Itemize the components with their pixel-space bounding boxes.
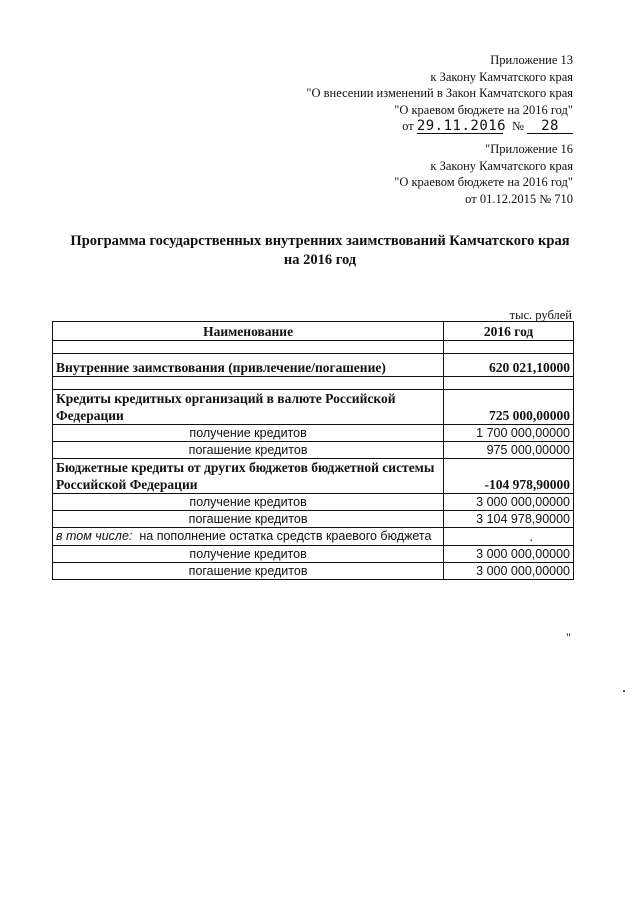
table-row: [53, 528, 574, 546]
closing-quote: ": [566, 630, 571, 644]
law-reference-2: к Закону Камчатского края: [430, 158, 573, 173]
appendix-13-label: Приложение 13: [490, 53, 573, 67]
appendix-13-header: [306, 52, 573, 135]
row-value: 620 021,10000: [444, 354, 574, 377]
spacer-row: [53, 341, 574, 354]
appendix-16-header: [394, 141, 573, 207]
table-row: [53, 442, 574, 459]
budget-law-title-2: "О краевом бюджете на 2016 год": [394, 175, 573, 189]
row-name: погашение кредитов: [53, 511, 444, 528]
table-row: [53, 494, 574, 511]
row-value: 725 000,00000: [444, 390, 574, 425]
table-row: [53, 546, 574, 563]
law-date-number-2: от 01.12.2015 № 710: [465, 191, 573, 206]
table-row: [53, 390, 574, 425]
row-value: 975 000,00000: [444, 442, 574, 459]
unit-label: тыс. рублей: [509, 308, 572, 322]
title-line-2: на 2016 год: [283, 252, 357, 268]
row-name: [53, 528, 444, 546]
row-name: Внутренние заимствования (привлечение/погашение): [53, 354, 444, 377]
date-prefix: от: [402, 119, 414, 133]
column-header-year: 2016 год: [444, 322, 574, 341]
row-value: 3 000 000,00000: [444, 494, 574, 511]
law-amendment-title: "О внесении изменений в Закон Камчатского края: [306, 86, 573, 100]
borrowing-table: [52, 321, 574, 580]
table-row: [53, 511, 574, 528]
table-row: [53, 459, 574, 494]
number-prefix: №: [511, 119, 524, 133]
table-row: [53, 354, 574, 377]
row-value: 3 000 000,00000: [444, 546, 574, 563]
row-value: -104 978,90000: [444, 459, 574, 494]
row-name: Бюджетные кредиты от других бюджетов бюджетной системы Российской Федерации: [53, 459, 444, 494]
row-name-text: на пополнение остатка средств краевого бюджета: [139, 529, 432, 543]
table-row: [53, 425, 574, 442]
row-value: .: [444, 528, 574, 546]
appendix-16-label: "Приложение 16: [485, 142, 573, 156]
row-value: 3 104 978,90000: [444, 511, 574, 528]
table-header-row: [53, 322, 574, 341]
column-header-name: Наименование: [53, 322, 444, 341]
handwritten-date: 29.11.2016: [416, 118, 507, 134]
law-date-number: [306, 118, 573, 135]
budget-law-title: "О краевом бюджете на 2016 год": [394, 102, 573, 117]
document-title: [0, 232, 640, 270]
row-value: 3 000 000,00000: [444, 563, 574, 580]
title-line-1: Программа государственных внутренних заимствований Камчатского края: [70, 233, 570, 249]
row-name: получение кредитов: [53, 546, 444, 563]
row-name: получение кредитов: [53, 425, 444, 442]
row-name: получение кредитов: [53, 494, 444, 511]
row-prefix: в том числе:: [56, 529, 133, 543]
row-name: Кредиты кредитных организаций в валюте Российской Федерации: [53, 390, 444, 425]
table-row: [53, 563, 574, 580]
scan-speck: [623, 690, 625, 692]
spacer-row: [53, 377, 574, 390]
law-reference: к Закону Камчатского края: [430, 69, 573, 84]
row-name: погашение кредитов: [53, 563, 444, 580]
row-name: погашение кредитов: [53, 442, 444, 459]
row-value: 1 700 000,00000: [444, 425, 574, 442]
handwritten-number: 28: [527, 119, 573, 134]
